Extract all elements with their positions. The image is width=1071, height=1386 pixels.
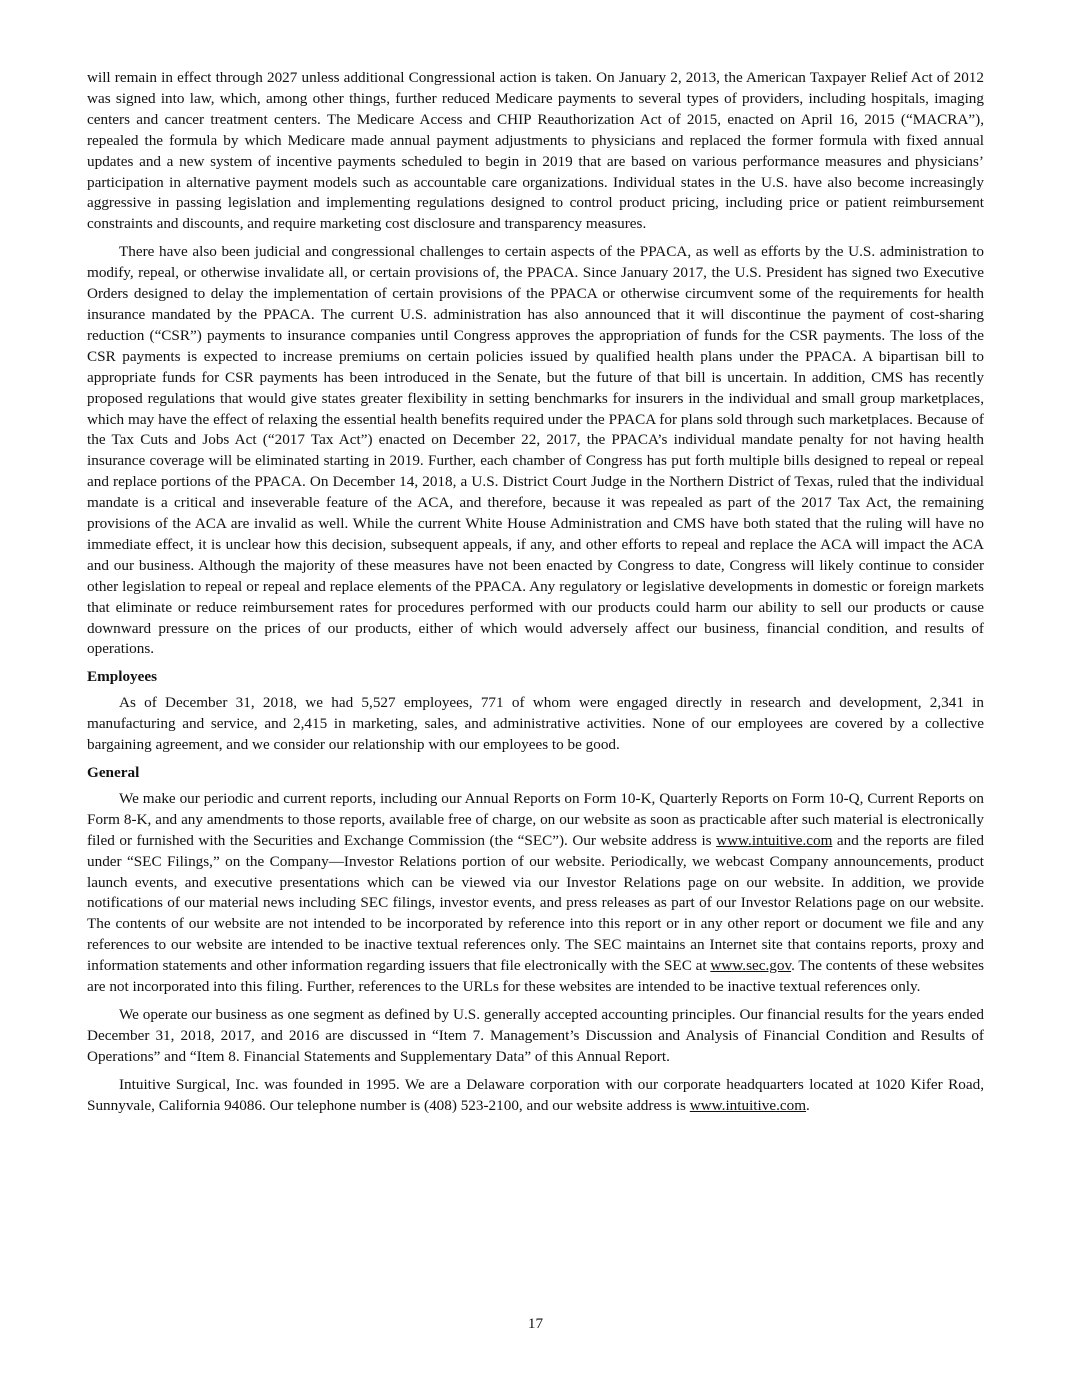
text-segment: and the reports are filed under “SEC Filings,” on the Company—Investor Relations portion of our website. Periodically, we webcast Company announcements, product launch events, and executive presentations which can be viewed via our Investor Relations page on our website. In addition, we provide notifications of our material news including SEC filings, investor events, and press releases as part of our Investor Relations page on our website. The contents of our website are not intended to be incorporated by reference into this report or in any other report or document we file and any references to our website are intended to be inactive textual references only. The SEC maintains an Internet site that contains reports, proxy and information statements and other information regarding issuers that file electronically with the SEC at xyxy=(87,831,984,975)
paragraph-general-segment: We operate our business as one segment as defined by U.S. generally accepted accounting principles. Our financial results for the years ended December 31, 2018, 2017, and 2016 are discussed in “Item 7. Management’s Discussion and Analysis of Financial Condition and Results of Operations” and “Item 8. Financial Statements and Supplementary Data” of this Annual Report. xyxy=(87,1005,984,1065)
page-number: 17 xyxy=(527,1315,544,1332)
document-page xyxy=(87,68,984,1124)
text-segment: . xyxy=(806,1096,810,1114)
paragraph-general-company xyxy=(87,1075,984,1117)
link-sec-website[interactable]: www.sec.gov xyxy=(710,957,792,975)
paragraph-employees: As of December 31, 2018, we had 5,527 employees, 771 of whom were engaged directly in research and development, 2,341 in manufacturing and service, and 2,415 in marketing, sales, and administrative activities. None of our employees are covered by a collective bargaining agreement, and we consider our relationship with our employees to be good. xyxy=(87,694,984,754)
text-segment: We make our periodic and current reports, including our Annual Reports on Form 10-K, Quarterly Reports on Form 10-Q, Current Reports on Form 8-K, and any amendments to those reports, available free of charge, on our website as soon as practicable after such material is electronically filed or furnished with the Securities and Exchange Commission (the “SEC”). Our website address is xyxy=(87,789,984,849)
section-heading-employees: Employees xyxy=(87,668,158,686)
text-segment: . The contents of these websites are not incorporated into this filing. Further, references to the URLs for these websites are intended to be inactive textual references only. xyxy=(87,957,984,996)
paragraph-medicare: will remain in effect through 2027 unless additional Congressional action is taken. On January 2, 2013, the American Taxpayer Relief Act of 2012 was signed into law, which, among other things, further reduced Medicare payments to several types of providers, including hospitals, imaging centers and cancer treatment centers. The Medicare Access and CHIP Reauthorization Act of 2015, enacted on April 16, 2015 (“MACRA”), repealed the formula by which Medicare made annual payment adjustments to physicians and replaced the former formula with fixed annual updates and a new system of incentive payments scheduled to begin in 2019 that are based on various performance measures and physicians’ participation in alternative payment models such as accountable care organizations. Individual states in the U.S. have also become increasingly aggressive in passing legislation and implementing regulations designed to control product pricing, including price or patient reimbursement constraints and discounts, and require marketing cost disclosure and transparency measures. xyxy=(87,69,984,233)
link-intuitive-website-2[interactable]: www.intuitive.com xyxy=(689,1096,807,1114)
section-heading-general: General xyxy=(87,764,140,781)
text-segment: Intuitive Surgical, Inc. was founded in 1995. We are a Delaware corporation with our corporate headquarters located at 1020 Kifer Road, Sunnyvale, California 94086. Our telephone number is (408) 523-2100, and our website address is xyxy=(87,1075,984,1114)
paragraph-ppaca-challenges: There have also been judicial and congressional challenges to certain aspects of the PPACA, as well as efforts by the U.S. administration to modify, repeal, or otherwise invalidate all, or certain provisions of, the PPACA. Since January 2017, the U.S. President has signed two Executive Orders designed to delay the implementation of certain provisions of the PPACA or otherwise circumvent some of the requirements for health insurance mandated by the PPACA. The current U.S. administration has also announced that it will discontinue the payment of cost-sharing reduction (“CSR”) payments to insurance companies until Congress approves the appropriation of funds for the CSR payments. The loss of the CSR payments is expected to increase premiums on certain policies issued by qualified health plans under the PPACA. A bipartisan bill to appropriate funds for CSR payments has been introduced in the Senate, but the future of that bill is uncertain. In addition, CMS has recently proposed regulations that would give states greater flexibility in setting benchmarks for insurers in the individual and small group marketplaces, which may have the effect of relaxing the essential health benefits required under the PPACA for plans sold through such marketplaces. Because of the Tax Cuts and Jobs Act (“2017 Tax Act”) enacted on December 22, 2017, the PPACA’s individual mandate penalty for not having health insurance coverage will be eliminated starting in 2019. Further, each chamber of Congress has put forth multiple bills designed to repeal or repeal and replace portions of the PPACA. On December 14, 2018, a U.S. District Court Judge in the Northern District of Texas, ruled that the individual mandate is a critical and inseverable feature of the ACA, and therefore, because it was repealed as part of the 2017 Tax Act, the remaining provisions of the ACA are invalid as well. While the current White House Administration and CMS have both stated that the ruling will have no immediate effect, it is unclear how this decision, subsequent appeals, if any, and other efforts to repeal and replace the ACA will impact the ACA and our business. Although the majority of these measures have not been enacted by Congress to date, Congress will likely continue to consider other legislation to repeal or repeal and replace elements of the PPACA. Any regulatory or legislative developments in domestic or foreign markets that eliminate or reduce reimbursement rates for procedures performed with our products could harm our ability to sell our products or cause downward pressure on the prices of our products, either of which would adversely affect our business, financial condition, and results of operations. xyxy=(87,243,984,658)
paragraph-general-reports xyxy=(87,789,984,998)
link-intuitive-website[interactable]: www.intuitive.com xyxy=(716,831,833,849)
